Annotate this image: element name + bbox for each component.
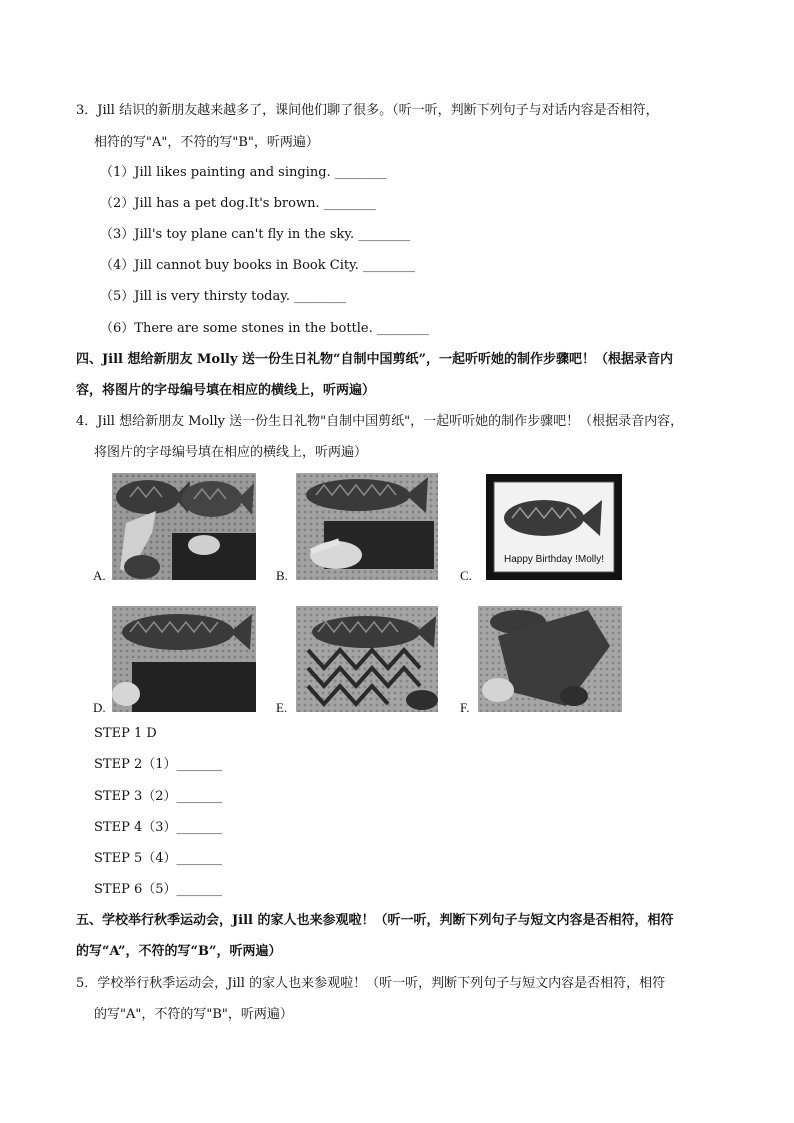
q4-instruction-line1: 4．Jill 想给新朋友 Molly 送一份生日礼物"自制中国剪纸"，一起听听她的制作步骤吧！（根据录音内容， <box>76 414 684 429</box>
picture-e-label: E. <box>276 700 288 715</box>
q3-item-2: （2）Jill has a pet dog.It's brown. ________ <box>100 196 376 211</box>
picture-d <box>112 606 256 712</box>
picture-e <box>296 606 438 712</box>
q5-instruction-line1: 5．学校举行秋季运动会，Jill 的家人也来参观啦！（听一听，判断下列句子与短文内容是否相符，相符 <box>76 976 666 991</box>
q3-instruction-line2: 相符的写"A"，不符的写"B"，听两遍） <box>94 135 319 150</box>
step-4: STEP 4（3）_______ <box>94 820 222 835</box>
picture-b-label: B. <box>276 568 288 583</box>
card-text: Happy Birthday !Molly! <box>503 554 605 565</box>
step-5: STEP 5（4）_______ <box>94 851 222 866</box>
picture-d-label: D. <box>93 700 106 715</box>
picture-f-label: F. <box>460 700 470 715</box>
section4-heading-line2: 容，将图片的字母编号填在相应的横线上，听两遍） <box>76 383 376 398</box>
section5-heading-line2: 的写“A”，不符的写“B”，听两遍） <box>76 944 282 959</box>
step-6: STEP 6（5）_______ <box>94 882 222 897</box>
picture-c-label: C. <box>460 568 472 583</box>
q3-instruction-line1: 3．Jill 结识的新朋友越来越多了，课间他们聊了很多。（听一听，判断下列句子与对话内容是否相符， <box>76 103 659 118</box>
step-2: STEP 2（1）_______ <box>94 757 222 772</box>
q5-instruction-line2: 的写"A"，不符的写"B"，听两遍） <box>94 1007 293 1022</box>
picture-f <box>478 606 622 712</box>
picture-c <box>486 474 622 580</box>
picture-a-label: A. <box>93 568 106 583</box>
step-3: STEP 3（2）_______ <box>94 789 222 804</box>
section4-heading-line1: 四、Jill 想给新朋友 Molly 送一份生日礼物“自制中国剪纸”，一起听听她的制作步骤吧！（根据录音内 <box>76 352 673 367</box>
q3-item-6: （6）There are some stones in the bottle. ________ <box>100 321 429 336</box>
q3-item-1: （1）Jill likes painting and singing. ________ <box>100 165 387 180</box>
q3-item-4: （4）Jill cannot buy books in Book City. ________ <box>100 258 415 273</box>
section5-heading-line1: 五、学校举行秋季运动会，Jill 的家人也来参观啦！（听一听，判断下列句子与短文内容是否相符，相符 <box>76 913 674 928</box>
q4-instruction-line2: 将图片的字母编号填在相应的横线上，听两遍） <box>94 445 368 460</box>
step-1: STEP 1 D <box>94 726 157 741</box>
picture-a <box>112 473 256 580</box>
q3-item-5: （5）Jill is very thirsty today. ________ <box>100 289 347 304</box>
q3-item-3: （3）Jill's toy plane can't fly in the sky. ________ <box>100 227 411 242</box>
picture-b <box>296 473 438 580</box>
